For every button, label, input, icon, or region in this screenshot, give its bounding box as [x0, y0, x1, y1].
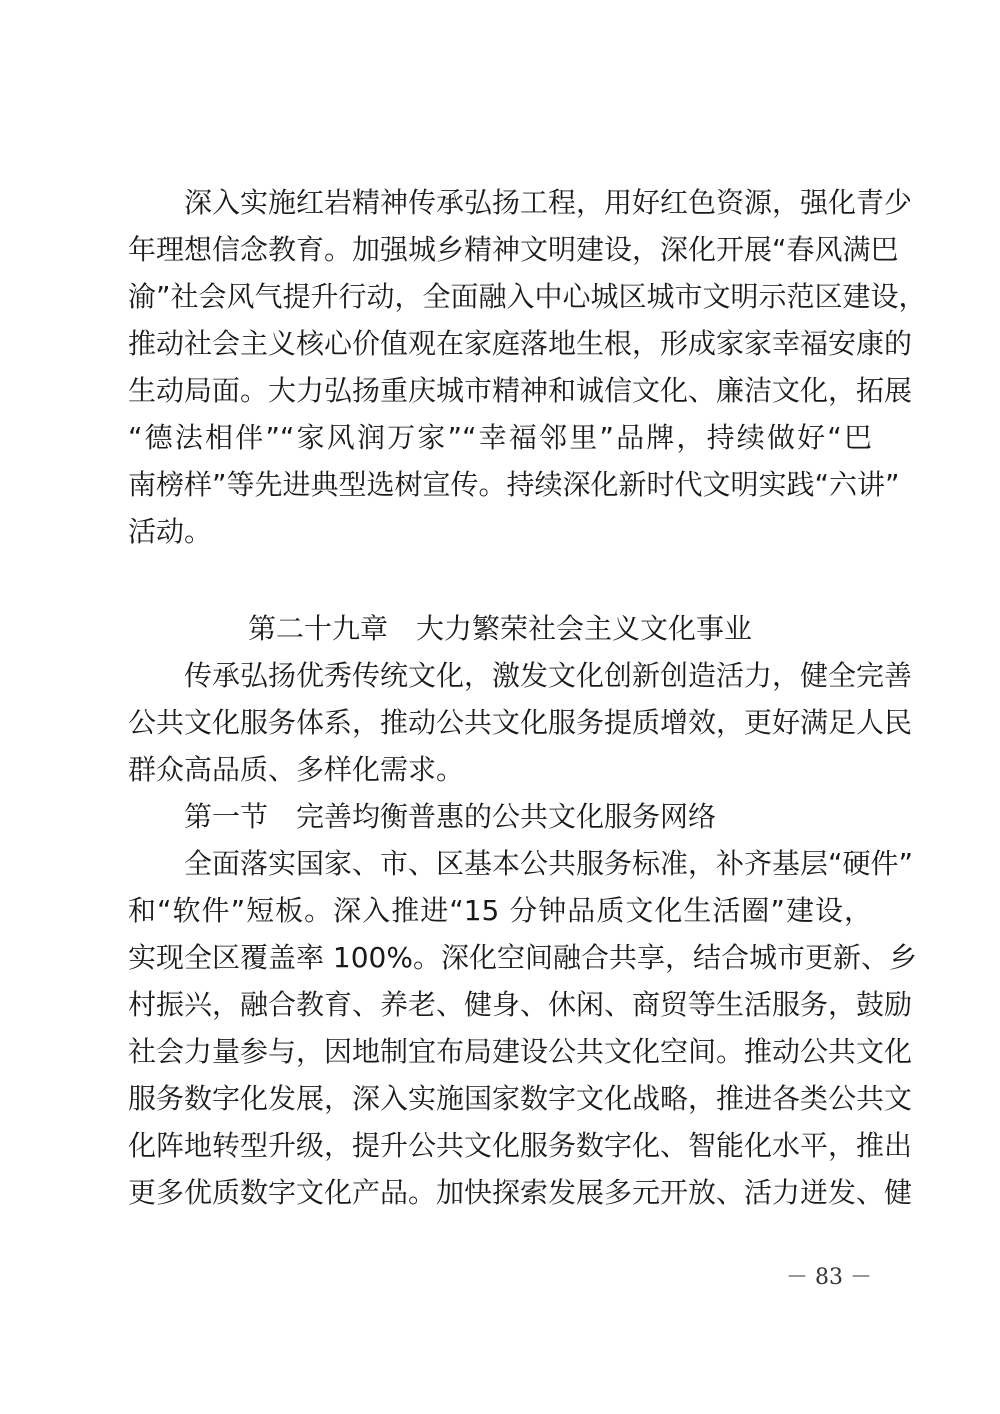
paragraph-line: 服务数字化发展，深入实施国家数字文化战略，推进各类公共文 — [128, 1082, 913, 1115]
page-number: － 83 － — [786, 1265, 872, 1290]
paragraph-line: 年理想信念教育。加强城乡精神文明建设，深化开展“春风满巴 — [128, 233, 899, 266]
paragraph-line: 村振兴，融合教育、养老、健身、休闲、商贸等生活服务，鼓励 — [128, 988, 913, 1021]
paragraph-line: 和“软件”短板。深入推进“15 分钟品质文化生活圈”建设， — [128, 894, 872, 927]
paragraph-line: “德法相伴”“家风润万家”“幸福邻里”品牌，持续做好“巴 — [128, 421, 872, 454]
chapter-title: 第二十九章 大力繁荣社会主义文化事业 — [247, 612, 752, 645]
paragraph-line: 南榜样”等先进典型选树宣传。持续深化新时代文明实践“六讲” — [128, 468, 900, 501]
section-title: 第一节 完善均衡普惠的公共文化服务网络 — [184, 800, 717, 833]
paragraph-line: 生动局面。大力弘扬重庆城市精神和诚信文化、廉洁文化，拓展 — [128, 374, 913, 407]
paragraph-line: 社会力量参与，因地制宜布局建设公共文化空间。推动公共文化 — [128, 1035, 913, 1068]
paragraph-line: 传承弘扬优秀传统文化，激发文化创新创造活力，健全完善 — [184, 659, 913, 692]
paragraph-line: 更多优质数字文化产品。加快探索发展多元开放、活力迸发、健 — [128, 1176, 913, 1209]
paragraph-line: 深入实施红岩精神传承弘扬工程，用好红色资源，强化青少 — [184, 186, 913, 219]
paragraph-line: 群众高品质、多样化需求。 — [128, 753, 465, 786]
paragraph-line: 全面落实国家、市、区基本公共服务标准，补齐基层“硬件” — [184, 847, 914, 880]
paragraph-line: 活动。 — [128, 515, 213, 548]
paragraph-line: 渝”社会风气提升行动，全面融入中心城区城市文明示范区建设， — [128, 280, 927, 313]
paragraph-line: 化阵地转型升级，提升公共文化服务数字化、智能化水平，推出 — [128, 1129, 913, 1162]
paragraph-line: 实现全区覆盖率 100%。深化空间融合共享，结合城市更新、乡 — [128, 941, 917, 974]
paragraph-line: 推动社会主义核心价值观在家庭落地生根，形成家家幸福安康的 — [128, 327, 913, 360]
paragraph-line: 公共文化服务体系，推动公共文化服务提质增效，更好满足人民 — [128, 706, 913, 739]
